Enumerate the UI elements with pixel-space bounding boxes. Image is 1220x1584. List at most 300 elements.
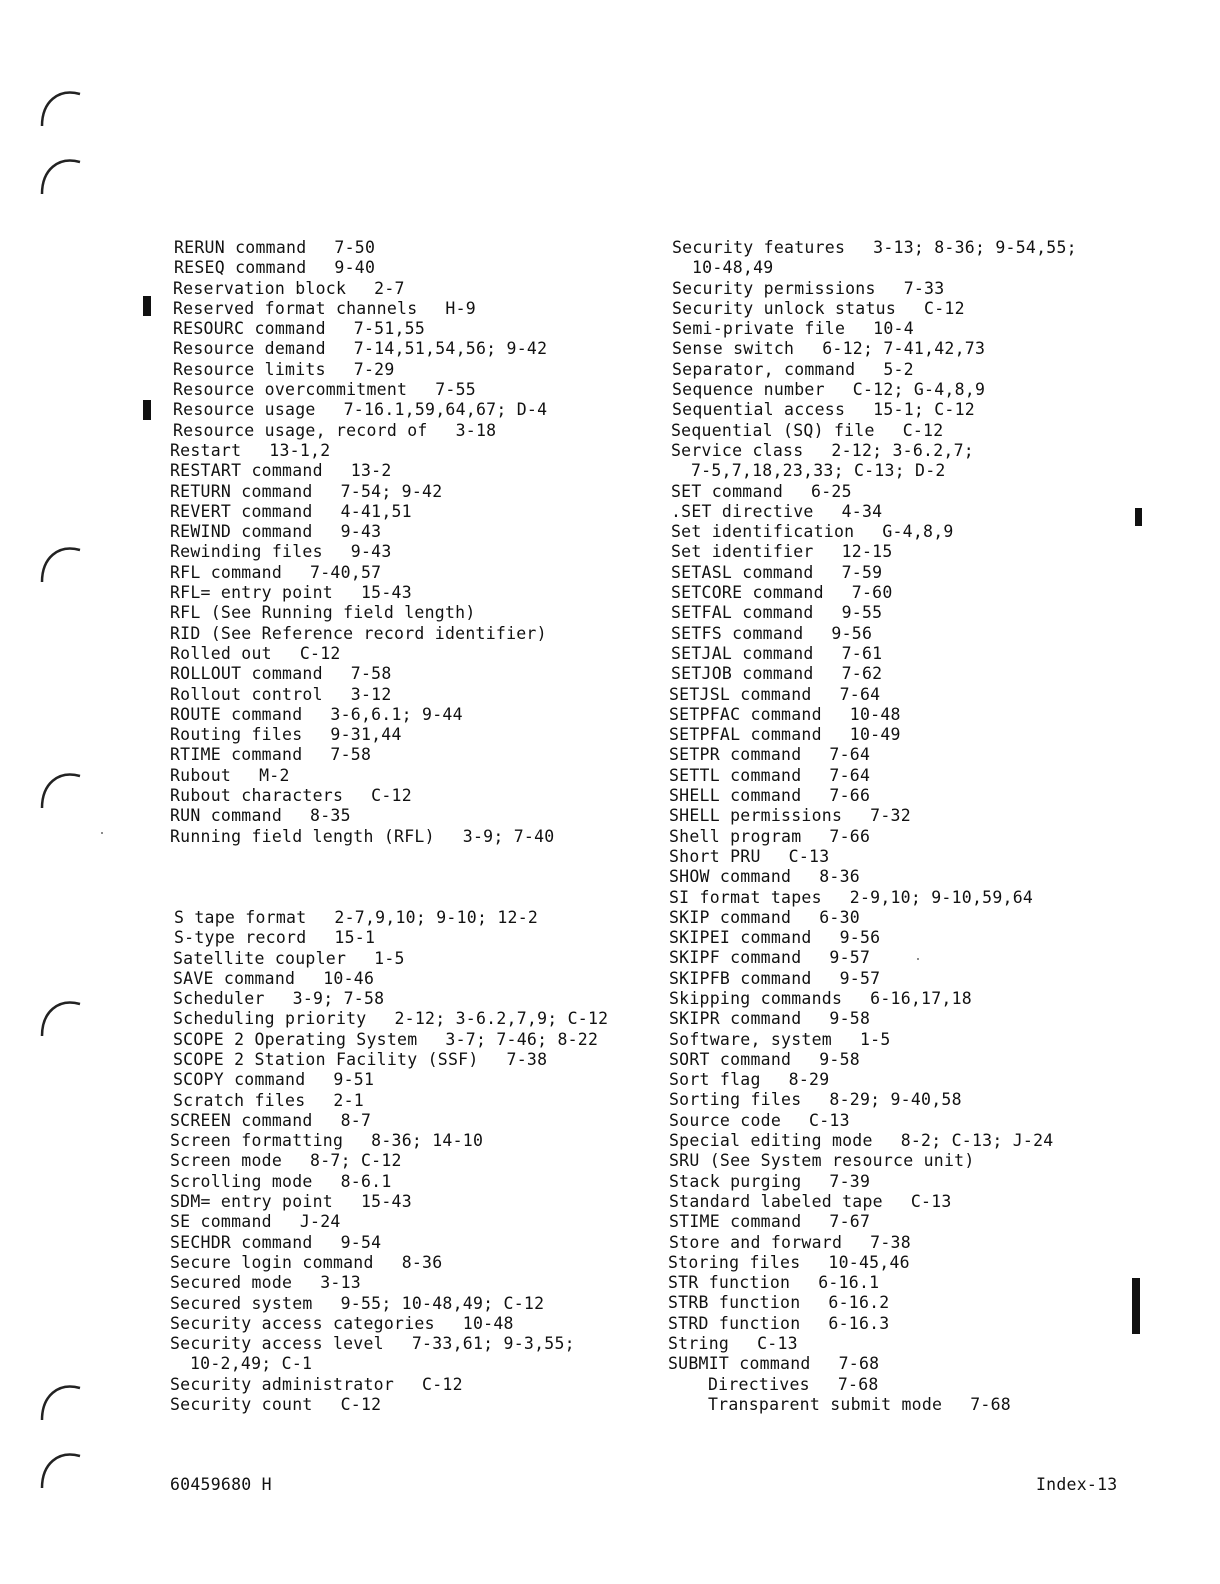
- index-term: Security administrator: [170, 1374, 395, 1394]
- page-references: 7-55: [435, 380, 476, 400]
- index-entry: [669, 847, 1108, 867]
- index-entry: [173, 421, 640, 441]
- page-references: 8-36: [401, 1252, 443, 1272]
- page-references: C-12: [371, 786, 412, 806]
- index-term: Resource overcommitment: [173, 380, 408, 400]
- page-references: 7-62: [841, 664, 883, 684]
- index-term: Reserved format channels: [173, 298, 418, 318]
- index-term: Transparent submit mode: [708, 1394, 943, 1414]
- index-entry: [173, 969, 640, 989]
- index-term: RUN command: [170, 806, 283, 826]
- index-term: SETPFAL command: [669, 725, 822, 745]
- page-references: 2-9,10; 9-10,59,64: [849, 887, 1034, 907]
- page-references: 7-29: [353, 359, 395, 379]
- index-term: Skipping commands: [669, 988, 843, 1008]
- index-term: Routing files: [170, 725, 303, 745]
- index-entry: [669, 1070, 1108, 1090]
- page-references: C-12: [924, 298, 965, 318]
- binder-hole-mark: [36, 536, 86, 584]
- index-entry: [668, 1375, 1108, 1395]
- page-references: 3-6,6.1; 9-44: [330, 704, 463, 724]
- index-entry: [170, 1233, 640, 1253]
- index-term: SETPR command: [669, 745, 802, 765]
- index-term: SETFS command: [671, 623, 804, 643]
- index-term: Sequential access: [672, 400, 846, 420]
- index-column-right: [668, 238, 1108, 1415]
- index-entry: [669, 1192, 1108, 1212]
- index-term: Security access categories: [170, 1313, 435, 1333]
- page-references: 9-55; 10-48,49; C-12: [340, 1293, 545, 1313]
- scan-speck: [101, 832, 103, 834]
- index-entry: [170, 1314, 640, 1334]
- page-references: 13-1,2: [269, 440, 331, 460]
- index-term: SKIP command: [669, 907, 792, 927]
- page-references: 7-54; 9-42: [340, 481, 443, 501]
- index-term: ROLLOUT command: [170, 664, 323, 684]
- index-term: RID (See Reference record identifier): [170, 623, 547, 643]
- index-term: SKIPEI command: [669, 928, 812, 948]
- index-term: Security count: [170, 1395, 313, 1415]
- index-entry: [669, 705, 1108, 725]
- index-term: SCOPY command: [173, 1070, 306, 1090]
- index-term: RFL command: [170, 562, 283, 582]
- page-references: 6-16,17,18: [870, 988, 972, 1008]
- index-entry: [671, 421, 1108, 441]
- page-number: Index-13: [1036, 1475, 1118, 1494]
- index-term: Secure login command: [170, 1252, 374, 1272]
- index-term: Special editing mode: [669, 1131, 873, 1151]
- page-references: 3-13: [320, 1273, 361, 1293]
- index-term: Sequential (SQ) file: [671, 420, 875, 440]
- index-entry: [671, 522, 1108, 542]
- index-term: SDM= entry point: [170, 1192, 333, 1212]
- index-entry: [170, 827, 640, 847]
- index-entry: [671, 441, 1108, 482]
- index-term: SHELL permissions: [669, 806, 843, 826]
- page-references: 6-16.2: [828, 1293, 890, 1313]
- page-references: 7-68: [838, 1354, 880, 1374]
- index-term: SET command: [671, 481, 784, 501]
- page-references: 8-29: [788, 1070, 830, 1090]
- index-entry: [669, 745, 1108, 765]
- page-references: 9-58: [829, 1009, 871, 1029]
- index-entry: [669, 1030, 1108, 1050]
- index-term: Standard labeled tape: [669, 1191, 883, 1211]
- page-references: 8-35: [310, 806, 351, 826]
- index-term: Sort flag: [669, 1070, 761, 1090]
- page-references: 3-9; 7-40: [462, 826, 555, 846]
- index-entry: [170, 583, 640, 603]
- index-entry: [170, 563, 640, 583]
- page-references: 8-29; 9-40,58: [829, 1090, 962, 1110]
- index-entry: [170, 522, 640, 542]
- page-references: 12-15: [841, 542, 893, 562]
- index-entry: [669, 948, 1108, 968]
- page-references: 3-9; 7-58: [292, 989, 385, 1009]
- index-group-r: [170, 238, 640, 847]
- page-references: G-4,8,9: [882, 522, 954, 542]
- index-term: Semi-private file: [672, 319, 846, 339]
- index-entry: [170, 644, 640, 664]
- page-references: 6-16.1: [818, 1273, 880, 1293]
- index-entry: [671, 563, 1108, 583]
- index-term: Sorting files: [669, 1090, 802, 1110]
- index-entry: [672, 238, 1108, 279]
- index-term: SKIPF command: [669, 948, 802, 968]
- page-references: 7-64: [839, 684, 881, 704]
- index-entry: [669, 827, 1108, 847]
- index-entry: [669, 1212, 1108, 1232]
- index-entry: [669, 1233, 1108, 1253]
- index-entry: [174, 238, 640, 258]
- index-term: SETJAL command: [671, 643, 814, 663]
- page-references: 2-7,9,10; 9-10; 12-2: [334, 907, 539, 927]
- index-entry: [170, 725, 640, 745]
- index-term: SETFAL command: [671, 603, 814, 623]
- index-entry: [170, 603, 640, 623]
- index-term: SCREEN command: [170, 1110, 313, 1130]
- page-references: 7-67: [829, 1212, 871, 1232]
- index-entry: [170, 502, 640, 522]
- index-term: RFL= entry point: [170, 583, 333, 603]
- page-references: 8-2; C-13; J-24: [900, 1131, 1054, 1151]
- index-entry: [669, 1090, 1108, 1110]
- page-references: 10-46: [323, 968, 375, 988]
- page-references: 4-34: [841, 501, 883, 521]
- index-term: Sense switch: [672, 339, 795, 359]
- index-entry: [170, 1294, 640, 1314]
- index-term: ROUTE command: [170, 704, 303, 724]
- index-term: Shell program: [669, 826, 802, 846]
- index-entry: [173, 279, 640, 299]
- index-entry: [672, 339, 1108, 359]
- page-references: 2-7: [374, 278, 405, 298]
- index-entry: [669, 766, 1108, 786]
- index-term: Restart: [170, 440, 242, 460]
- index-term: Service class: [671, 440, 804, 460]
- index-entry: [668, 1253, 1108, 1273]
- index-entry: [669, 725, 1108, 745]
- index-entry: [170, 1192, 640, 1212]
- index-term: Source code: [669, 1110, 782, 1130]
- index-entry: [671, 603, 1108, 623]
- index-term: Secured system: [170, 1293, 313, 1313]
- index-term: Rewinding files: [170, 542, 323, 562]
- page-references: 3-7; 7-46; 8-22: [445, 1029, 599, 1049]
- binder-hole-mark: [36, 990, 86, 1038]
- index-term: Stack purging: [669, 1171, 802, 1191]
- index-entry: [170, 1375, 640, 1395]
- index-entry: [173, 1091, 640, 1111]
- index-entry: [669, 928, 1108, 948]
- index-term: SE command: [170, 1212, 272, 1232]
- index-entry: [174, 258, 640, 278]
- binder-hole-mark: [36, 148, 86, 196]
- page-references: 7-33,61; 9-3,55;: [411, 1334, 575, 1354]
- page-references: 7-66: [829, 786, 871, 806]
- page-references: 4-41,51: [340, 501, 412, 521]
- index-term: RETURN command: [170, 481, 313, 501]
- index-entry: [672, 319, 1108, 339]
- index-entry: [173, 380, 640, 400]
- index-entry: [671, 502, 1108, 522]
- index-term: SHELL command: [669, 786, 802, 806]
- index-entry: [668, 1354, 1108, 1374]
- index-term: Screen mode: [170, 1151, 283, 1171]
- index-entry: [170, 1395, 640, 1415]
- change-bar: [143, 296, 151, 316]
- index-term: SETPFAC command: [669, 704, 822, 724]
- page-references: 7-64: [829, 745, 871, 765]
- index-entry: [170, 745, 640, 765]
- page-references: 7-39: [829, 1171, 871, 1191]
- binder-hole-mark: [36, 80, 86, 128]
- index-term: Scheduling priority: [173, 1009, 367, 1029]
- index-term: Scratch files: [173, 1090, 306, 1110]
- index-entry: [669, 969, 1108, 989]
- index-entry: [669, 1050, 1108, 1070]
- index-entry: [170, 1334, 640, 1375]
- index-entry: [173, 299, 640, 319]
- index-term: SETJOB command: [671, 664, 814, 684]
- index-entry: [668, 1314, 1108, 1334]
- page-references: 8-6.1: [340, 1171, 392, 1191]
- index-term: STRD function: [668, 1313, 801, 1333]
- page-references: 7-68: [837, 1374, 879, 1394]
- page-references: 7-16.1,59,64,67; D-4: [343, 400, 548, 420]
- index-entry: [170, 685, 640, 705]
- index-term: .SET directive: [671, 501, 814, 521]
- page-references: 7-68: [970, 1394, 1011, 1414]
- page-references: 8-36; 14-10: [371, 1131, 484, 1151]
- index-entry: [669, 1009, 1108, 1029]
- page-references: 3-18: [455, 420, 497, 440]
- page-references: 10-4: [873, 319, 914, 339]
- index-entry: [170, 1273, 640, 1293]
- index-entry: [174, 928, 640, 948]
- page-references: 2-12; 3-6.2,7;: [831, 440, 974, 460]
- index-entry: [170, 1111, 640, 1131]
- page-references: 8-7; C-12: [310, 1151, 402, 1171]
- index-term: Resource usage, record of: [173, 420, 428, 440]
- index-entry: [669, 1172, 1108, 1192]
- page-references: 9-57: [829, 948, 871, 968]
- index-term: Resource usage: [173, 400, 316, 420]
- page-references: 10-49: [849, 725, 901, 745]
- index-entry: [170, 1172, 640, 1192]
- page-references: J-24: [299, 1212, 341, 1232]
- page-references: 7-64: [829, 765, 871, 785]
- index-entry: [669, 806, 1108, 826]
- page-references: C-12: [340, 1395, 382, 1415]
- page-references: 13-2: [350, 461, 392, 481]
- page-references: 7-58: [350, 664, 392, 684]
- index-term: Security unlock status: [672, 298, 897, 318]
- index-term: SETCORE command: [671, 583, 824, 603]
- binder-hole-mark: [36, 1374, 86, 1422]
- index-term: Short PRU: [669, 846, 761, 866]
- page-references: C-12: [902, 420, 944, 440]
- index-entry: [671, 624, 1108, 644]
- index-term: SKIPR command: [669, 1009, 802, 1029]
- index-term: SCOPE 2 Operating System: [173, 1029, 418, 1049]
- page-references: C-13: [910, 1191, 952, 1211]
- index-entry: [669, 1131, 1108, 1151]
- page-references: 7-58: [330, 745, 372, 765]
- page-references: 5-2: [883, 359, 914, 379]
- page-references: 7-61: [841, 643, 883, 663]
- page-references: 6-25: [811, 481, 852, 501]
- index-entry: [669, 1111, 1108, 1131]
- index-entry: [173, 1050, 640, 1070]
- index-entry: [672, 360, 1108, 380]
- index-term: Storing files: [668, 1252, 801, 1272]
- index-entry: [671, 664, 1108, 684]
- index-term: SORT command: [669, 1049, 792, 1069]
- document-number: 60459680 H: [170, 1475, 272, 1494]
- index-term: Resource limits: [173, 359, 326, 379]
- index-term: RERUN command: [174, 238, 307, 257]
- page-references-continued: 10-48,49: [692, 258, 774, 278]
- page-references: 1-5: [859, 1029, 891, 1049]
- index-entry: [173, 1009, 640, 1029]
- index-entry: [668, 1395, 1108, 1415]
- index-term: SETTL command: [669, 765, 802, 785]
- index-entry: [173, 400, 640, 420]
- page-references: 2-1: [333, 1090, 364, 1110]
- index-entry: [669, 888, 1108, 908]
- index-entry: [170, 1212, 640, 1232]
- group-separator: [170, 847, 640, 908]
- page-references: 9-40: [334, 258, 376, 278]
- index-term: SUBMIT command: [668, 1354, 811, 1374]
- page-references: M-2: [259, 765, 290, 785]
- index-entry: [668, 1293, 1108, 1313]
- index-term: S tape format: [174, 907, 307, 927]
- page-references: 7-59: [841, 562, 883, 582]
- page-references: 9-43: [350, 542, 392, 562]
- index-entry: [671, 644, 1108, 664]
- index-term: SI format tapes: [669, 887, 822, 907]
- page-references: 2-12; 3-6.2,7,9; C-12: [394, 1009, 609, 1029]
- index-term: Satellite coupler: [173, 948, 347, 968]
- index-entry: [173, 360, 640, 380]
- index-entry: [170, 542, 640, 562]
- index-term: STRB function: [668, 1293, 801, 1313]
- index-entry: [170, 766, 640, 786]
- index-term: Separator, command: [672, 359, 856, 379]
- page-references: 9-58: [819, 1049, 860, 1069]
- index-term: Running field length (RFL): [170, 826, 435, 846]
- page-references: 7-50: [334, 238, 376, 257]
- index-column-left: [170, 238, 640, 1415]
- index-term: Store and forward: [669, 1232, 843, 1252]
- index-entry: [672, 400, 1108, 420]
- index-group-s: [170, 908, 640, 1415]
- index-term: Security permissions: [672, 278, 876, 298]
- index-term: Sequence number: [672, 380, 825, 400]
- index-group-s-continued: [668, 238, 1108, 1415]
- index-term: Rubout: [170, 765, 232, 785]
- index-entry: [173, 319, 640, 339]
- index-entry: [669, 867, 1108, 887]
- index-term: Set identifier: [671, 542, 814, 562]
- index-term: Software, system: [669, 1029, 832, 1049]
- page-references: 10-48: [849, 704, 901, 724]
- index-term: Rolled out: [170, 643, 272, 663]
- page-references: 1-5: [374, 948, 405, 968]
- index-term: RTIME command: [170, 745, 303, 765]
- page-references: 9-55: [841, 603, 883, 623]
- page-references: 6-16.3: [828, 1313, 890, 1333]
- page-references: 15-1; C-12: [873, 400, 975, 420]
- index-term: SAVE command: [173, 968, 296, 988]
- page-references: H-9: [445, 298, 476, 318]
- index-term: SRU (See System resource unit): [669, 1151, 975, 1171]
- index-entry: [170, 1151, 640, 1171]
- index-entry: [668, 1273, 1108, 1293]
- page-references: 15-43: [360, 1192, 412, 1212]
- index-entry: [170, 705, 640, 725]
- index-entry: [173, 339, 640, 359]
- page-references: C-12: [422, 1374, 463, 1394]
- page-references: 7-66: [829, 826, 871, 846]
- page-references: 15-1: [334, 928, 376, 948]
- index-term: S-type record: [174, 928, 307, 948]
- index-entry: [170, 664, 640, 684]
- index-entry: [173, 1030, 640, 1050]
- index-entry: [170, 441, 640, 461]
- index-entry: [672, 279, 1108, 299]
- index-term: SETASL command: [671, 562, 814, 582]
- index-term: Rollout control: [170, 684, 323, 704]
- page-references: C-13: [757, 1334, 798, 1354]
- page-references: 3-12: [350, 684, 392, 704]
- page-references: 8-7: [340, 1110, 372, 1130]
- index-entry: [672, 299, 1108, 319]
- index-entry: [170, 461, 640, 481]
- page-references: 9-56: [831, 623, 873, 643]
- page-references: C-13: [809, 1110, 850, 1130]
- index-term: RESEQ command: [174, 258, 307, 278]
- index-term: String: [668, 1334, 730, 1354]
- change-bar: [143, 400, 151, 420]
- index-term: RESOURC command: [173, 319, 326, 339]
- page-references: 9-56: [839, 928, 881, 948]
- index-term: Scrolling mode: [170, 1171, 313, 1191]
- page-references: 9-31,44: [330, 725, 402, 745]
- page-references: 7-40,57: [310, 562, 382, 582]
- page-references: 7-38: [506, 1049, 548, 1069]
- index-entry: [669, 989, 1108, 1009]
- page-references: 7-38: [870, 1232, 911, 1252]
- page-references: 9-57: [839, 968, 881, 988]
- index-term: REVERT command: [170, 501, 313, 521]
- page-references: 6-12; 7-41,42,73: [822, 339, 986, 359]
- index-term: SECHDR command: [170, 1232, 313, 1252]
- index-term: SHOW command: [669, 867, 792, 887]
- index-term: STR function: [668, 1273, 791, 1293]
- binder-hole-mark: [36, 1442, 86, 1490]
- index-entry: [669, 786, 1108, 806]
- page-references: 7-14,51,54,56; 9-42: [353, 339, 548, 359]
- index-entry: [669, 908, 1108, 928]
- index-term: Directives: [708, 1374, 810, 1394]
- index-term: Security features: [672, 238, 846, 257]
- page-references: 7-51,55: [353, 319, 426, 339]
- page-references: C-12; G-4,8,9: [852, 380, 986, 400]
- page-references-continued: 7-5,7,18,23,33; C-13; D-2: [691, 461, 946, 481]
